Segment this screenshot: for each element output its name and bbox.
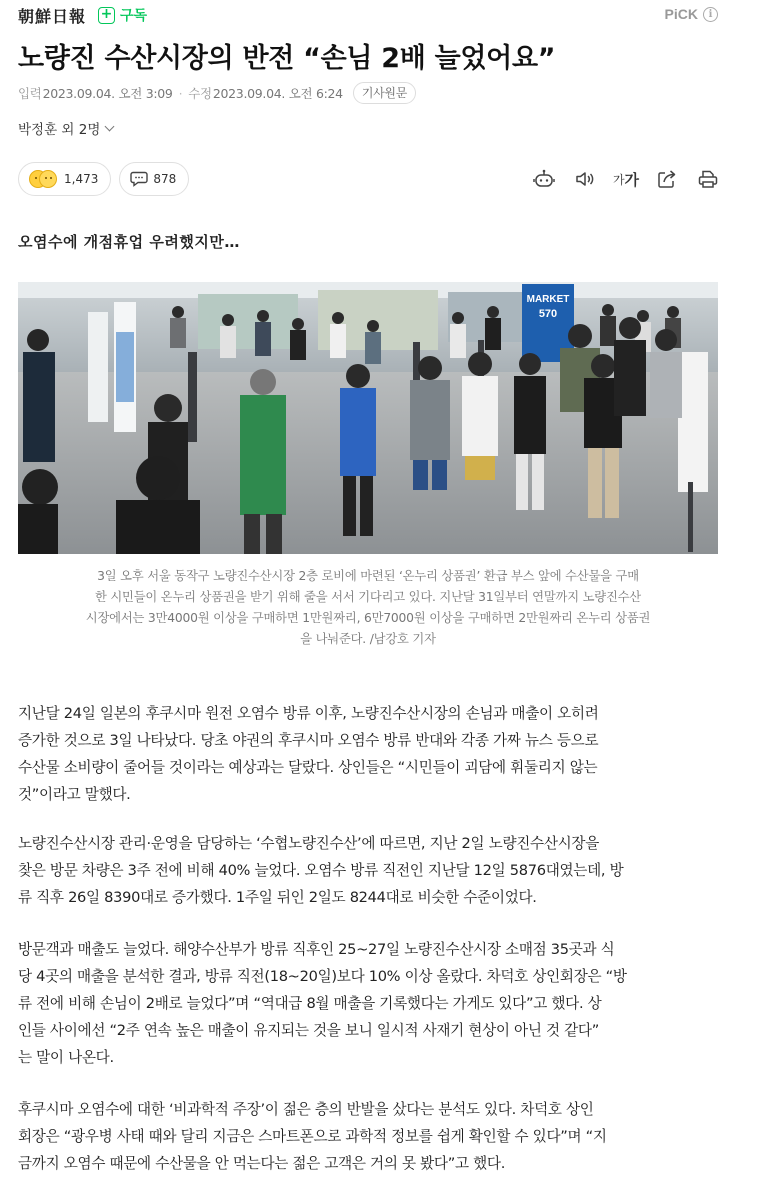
speaker-icon[interactable] [574, 168, 596, 190]
paragraph-line: 류 전에 비해 손님이 2배로 늘었다”며 “역대급 8월 매출을 기록했다는 가게도 있다”고 했다. 상 [18, 995, 602, 1012]
summary-bot-icon[interactable] [533, 168, 555, 190]
reactions-bar [18, 162, 197, 196]
author-name: 박정훈 외 2명 [18, 122, 101, 138]
font-size-icon[interactable] [612, 168, 640, 190]
paragraph-line: 당 4곳의 매출을 분석한 결과, 방류 직전(18~20일)보다 10% 이상 올랐다. 차덕호 상인회장은 “방 [18, 968, 627, 985]
modified-label: 수정 [188, 86, 212, 101]
share-icon[interactable] [656, 168, 678, 190]
market-sign-text: MARKET [526, 294, 570, 305]
author-toggle[interactable] [18, 118, 113, 138]
article-subhead: 오염수에 개점휴업 우려했지만… [18, 233, 240, 251]
caption-line: 3일 오후 서울 동작구 노량진수산시장 2층 로비에 마련된 ‘온누리 상품권’ 환급 부스 앞에 수산물을 구매 [97, 569, 639, 583]
article-tools [514, 168, 719, 190]
emoji-reaction-button[interactable] [18, 162, 111, 196]
press-logo[interactable]: 朝鮮日報 [18, 6, 87, 26]
published-time: 2023.09.04. 오전 3:09 [42, 86, 173, 101]
caption-line: 을 나눠준다. /남강호 기자 [300, 632, 436, 646]
font-small-glyph: 가 [612, 172, 625, 187]
paragraph-line: 노량진수산시장 관리·운영을 담당하는 ‘수협노량진수산’에 따르면, 지난 2일 노량진수산시장을 [18, 835, 600, 852]
article-paragraph [18, 830, 718, 911]
comment-count: 878 [153, 172, 177, 186]
subscribe-button[interactable] [98, 5, 147, 25]
comment-icon [130, 171, 148, 187]
paragraph-line: 인들 사이에선 “2주 연속 높은 매출이 유지되는 것을 보니 일시적 사재기 현상이 아닌 것 같다” [18, 1022, 599, 1039]
published-label: 입력 [18, 86, 42, 101]
paragraph-line: 찾은 방문 차량은 3주 전에 비해 40% 늘었다. 오염수 방류 직전인 지난달 12일 5876대였는데, 방 [18, 862, 624, 879]
article-photo[interactable] [18, 282, 718, 554]
info-icon[interactable]: i [703, 7, 718, 22]
subscribe-label: 구독 [120, 8, 148, 24]
caption-line: 시장에서는 3만4000원 이상을 구매하면 1만원짜리, 6만7000원 이상을 구매하면 2만원짜리 온누리 상품권 [85, 611, 651, 625]
paragraph-line: 지난달 24일 일본의 후쿠시마 원전 오염수 방류 이후, 노량진수산시장의 손님과 매출이 오히려 [18, 705, 599, 722]
chevron-down-icon [105, 121, 115, 131]
paragraph-line: 것”이라고 말했다. [18, 786, 131, 803]
paragraph-line: 는 말이 나온다. [18, 1049, 114, 1066]
emoji-face-icon [29, 169, 59, 189]
paragraph-line: 후쿠시마 오염수에 대한 ‘비과학적 주장’이 젊은 층의 반발을 샀다는 분석도 있다. 차덕호 상인 [18, 1101, 594, 1118]
top-bar [18, 4, 718, 26]
paragraph-line: 증가한 것으로 3일 나타났다. 당초 야권의 후쿠시마 오염수 방류 반대와 각종 가짜 뉴스 등으로 [18, 732, 599, 749]
font-big-glyph: 가 [624, 170, 640, 189]
article-paragraph [18, 1096, 718, 1177]
caption-line: 한 시민들이 온누리 상품권을 받기 위해 줄을 서서 기다리고 있다. 지난달 31일부터 연말까지 노량진수산 [94, 590, 641, 604]
paragraph-line: 금까지 오염수 때문에 수산물을 안 먹는다는 젊은 고객은 거의 못 봤다”고 했다. [18, 1155, 506, 1172]
article-paragraph [18, 936, 718, 1071]
paragraph-line: 류 직후 26일 8390대로 증가했다. 1주일 뒤인 2일도 8244대로 비슷한 수준이었다. [18, 889, 537, 906]
emoji-count: 1,473 [64, 172, 99, 186]
paragraph-line: 회장은 “광우병 사태 때와 달리 지금은 스마트폰으로 과학적 정보를 쉽게 확인할 수 있다”며 “지 [18, 1128, 607, 1145]
print-icon[interactable] [697, 168, 719, 190]
plus-icon: + [98, 7, 115, 24]
comment-button[interactable] [119, 162, 189, 196]
article-headline: 노량진 수산시장의 반전 “손님 2배 늘었어요” [18, 43, 556, 74]
market-sign-number: 570 [538, 308, 558, 320]
dateline [18, 82, 416, 104]
article-paragraph [18, 700, 718, 808]
modified-time: 2023.09.04. 오전 6:24 [212, 86, 343, 101]
paragraph-line: 방문객과 매출도 늘었다. 해양수산부가 방류 직후인 25~27일 노량진수산시장 소매점 35곳과 식 [18, 941, 615, 958]
pick-label: PiCK [664, 6, 698, 22]
dateline-separator: · [178, 85, 183, 101]
original-article-button[interactable]: 기사원문 [353, 82, 416, 104]
photo-caption [18, 566, 718, 650]
paragraph-line: 수산물 소비량이 줄어들 것이라는 예상과는 달랐다. 상인들은 “시민들이 괴담에 휘둘리지 않는 [18, 759, 598, 776]
pick-badge[interactable] [665, 6, 718, 22]
